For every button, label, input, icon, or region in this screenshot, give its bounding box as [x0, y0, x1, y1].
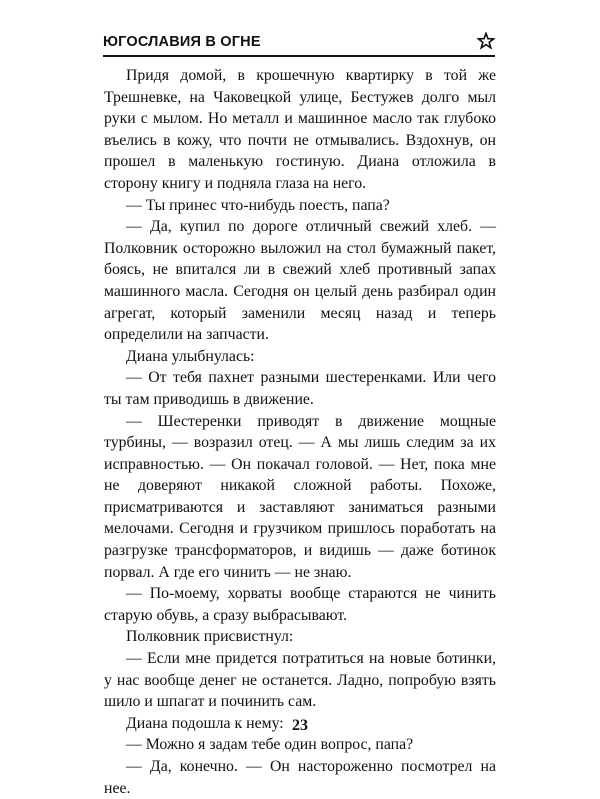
paragraph: Диана подошла к нему:	[126, 714, 284, 732]
paragraph: Придя домой, в крошечную квартирку в той же Трешневке, на Чаковецкой улице, Бестужев долго мыл руки с мылом. Но металл и машинное масло так глубоко въелись в кожу, что почти не отмывались. Вздохнув, он прошел в маленькую гостиную. Диана отложила в сторону книгу и подняла глаза на него.	[104, 67, 496, 192]
star-outline-icon	[477, 32, 495, 50]
paragraph: Диана улыбнулась:	[126, 347, 255, 365]
paragraph: — По-моему, хорваты вообще стараются не чинить старую обувь, а сразу выбрасывают.	[104, 585, 496, 624]
paragraph: — Да, конечно. — Он настороженно посмотрел на нее.	[104, 758, 496, 797]
paragraph: — Да, купил по дороге отличный свежий хлеб. — Полковник осторожно выложил на стол бумажный пакет, боясь, не впитался ли в свежий хлеб противный запах машинного масла. Сегодня он целый день разбирал один агрегат, который заменили месяц назад и теперь определили на запчасти.	[104, 218, 496, 344]
paragraph: Полковник присвистнул:	[126, 628, 294, 646]
running-header	[103, 33, 495, 57]
paragraph: — Можно я задам тебе один вопрос, папа?	[126, 736, 414, 754]
paragraph: — Шестеренки приводят в движение мощные турбины, — возразил отец. — А мы лишь следим за их исправностью. — Он покачал головой. — Нет, пока мне не доверяют никакой сложной работы. Похоже, присматриваются и заставляют заниматься разными мелочами. Сегодня и грузчиком пришлось поработать на разгрузке трансформаторов, и видишь — даже ботинок порвал. А где его чинить — не знаю.	[104, 412, 496, 581]
running-title: ЮГОСЛАВИЯ В ОГНЕ	[103, 34, 261, 50]
paragraph: — Если мне придется потратиться на новые ботинки, у нас вообще денег не останется. Ладно, попробую взять шило и шпагат и починить сам.	[104, 650, 496, 711]
paragraph: — От тебя пахнет разными шестеренками. Или чего ты там приводишь в движение.	[104, 369, 496, 408]
page-number: 23	[292, 717, 308, 734]
body-text	[104, 65, 496, 799]
paragraph: — Ты принес что-нибудь поесть, папа?	[126, 196, 390, 214]
